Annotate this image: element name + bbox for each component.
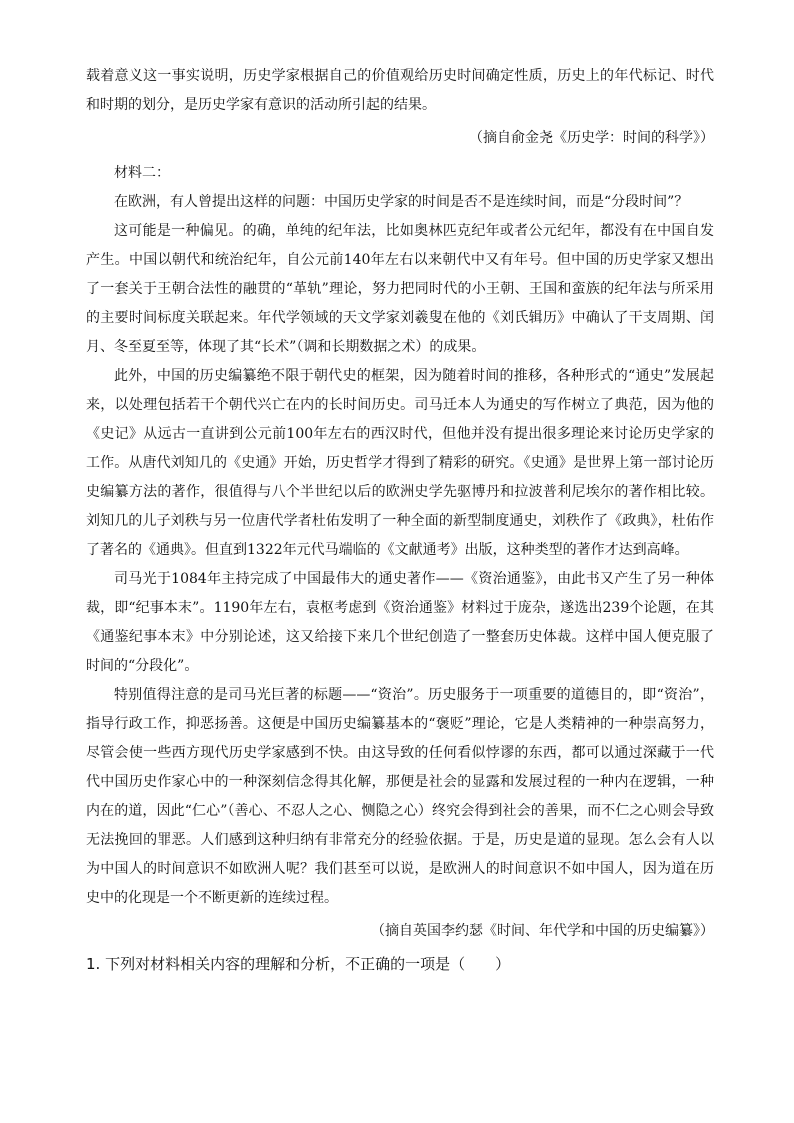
material2-source: （摘自英国李约瑟《时间、年代学和中国的历史编纂》） [371, 923, 714, 939]
material2-paragraph: 司马光于1084年主持完成了中国最伟大的通史著作——《资治通鉴》，由此书又产生了另一种体裁，即“纪事本末”。1190年左右，袁枢考虑到《资治通鉴》材料过于庞杂，遂选出239个论题，在其《通鉴纪事本末》中分别论述，这又给接下来几个世纪创造了一整套历史体裁。这样中国人便克服了时间的“分段化”。 [86, 571, 714, 674]
question-1: 1. 下列对材料相关内容的理解和分析，不正确的一项是（ ） [86, 955, 511, 973]
material2-paragraph: 此外，中国的历史编纂绝不限于朝代史的框架，因为随着时间的推移，各种形式的“通史”发展起来，以处理包括若干个朝代兴亡在内的长时间历史。司马迁本人为通史的写作树立了典范，因为他的《史记》从远古一直讲到公元前100年左右的西汉时代，但他并没有提出很多理论来讨论历史学家的工作。从唐代刘知几的《史通》开始，历史哲学才得到了精彩的研究。《史通》是世界上第一部讨论历史编纂方法的著作，很值得与八个半世纪以后的欧洲史学先驱博丹和拉波普利尼埃尔的著作相比较。刘知几的儿子刘秩与另一位唐代学者杜佑发明了一种全面的新型制度通史，刘秩作了《政典》，杜佑作了著名的《通典》。但直到1322年元代马端临的《文献通考》出版，这种类型的著作才达到高峰。 [86, 368, 714, 558]
material1-source: （摘自俞金尧《历史学：时间的科学》） [469, 130, 714, 146]
material2-paragraph: 这可能是一种偏见。的确，单纯的纪年法，比如奥林匹克纪年或者公元纪年，都没有在中国自发产生。中国以朝代和统治纪年，自公元前140年左右以来朝代中又有年号。但中国的历史学家又想出了一套关于王朝合法性的融贯的“革轨”理论，努力把同时代的小王朝、王国和蛮族的纪年法与所采用的主要时间标度关联起来。年代学领域的天文学家刘羲叟在他的《刘氏辑历》中确认了干支周期、闰月、冬至夏至等，体现了其“长术”（调和长期数据之术）的成果。 [86, 223, 714, 355]
material1-continuation: 载着意义这一事实说明，历史学家根据自己的价值观给历史时间确定性质，历史上的年代标记、时代和时期的划分，是历史学家有意识的活动所引起的结果。 [86, 68, 714, 113]
material2-heading: 材料二： [114, 165, 170, 181]
material2-paragraph: 特别值得注意的是司马光巨著的标题——“资治”。历史服务于一项重要的道德目的，即“资治”，指导行政工作，抑恶扬善。这便是中国历史编纂基本的“褒贬”理论，它是人类精神的一种崇高努力，尽管会使一些西方现代历史学家感到不快。由这导致的任何看似悖谬的东西，都可以通过深藏于一代代中国历史作家心中的一种深刻信念得其化解，那便是社会的显露和发展过程的一种内在逻辑，一种内在的道，因此“仁心”（善心、不忍人之心、恻隐之心）终究会得到社会的善果，而不仁之心则会导致无法挽回的罪恶。人们感到这种归纳有非常充分的经验依据。于是，历史是道的显现。怎么会有人以为中国人的时间意识不如欧洲人呢？我们甚至可以说，是欧洲人的时间意识不如中国人，因为道在历史中的化现是一个不断更新的连续过程。 [86, 687, 714, 906]
document-content [86, 62, 714, 978]
material2-paragraph: 在欧洲，有人曾提出这样的问题：中国历史学家的时间是否不是连续时间，而是“分段时间”？ [114, 194, 689, 210]
